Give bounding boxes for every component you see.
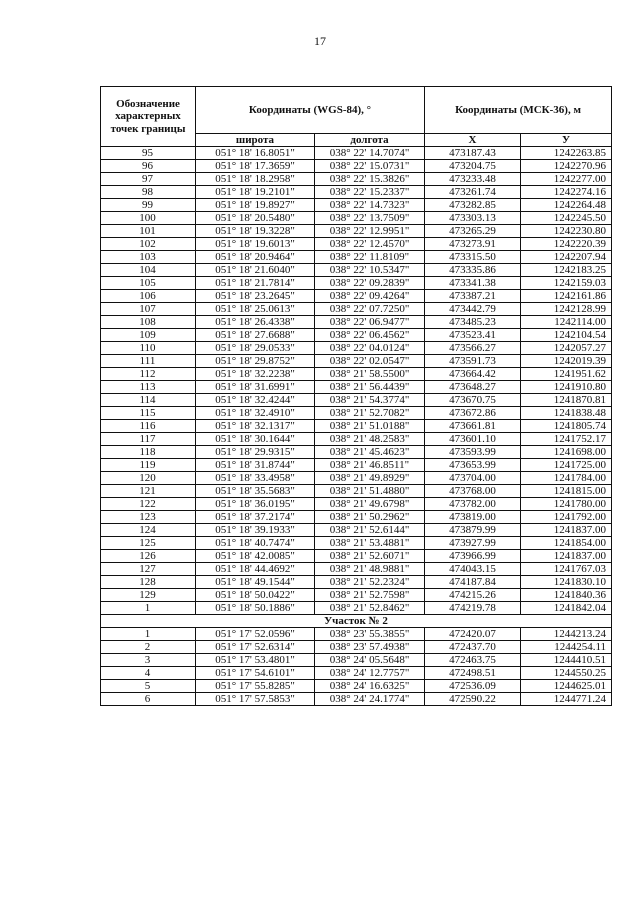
cell-point: 129 — [101, 589, 196, 602]
cell-point: 108 — [101, 316, 196, 329]
cell-y: 1241854.00 — [521, 537, 612, 550]
cell-x: 472463.75 — [425, 654, 521, 667]
cell-x: 473303.13 — [425, 212, 521, 225]
table-row — [101, 680, 612, 693]
cell-longitude: 038° 22' 10.5347" — [315, 264, 425, 277]
cell-x: 473670.75 — [425, 394, 521, 407]
header-longitude: долгота — [315, 134, 425, 147]
cell-y: 1241837.00 — [521, 550, 612, 563]
table-row — [101, 498, 612, 511]
cell-longitude: 038° 24' 05.5648" — [315, 654, 425, 667]
cell-y: 1242159.03 — [521, 277, 612, 290]
cell-x: 473315.50 — [425, 251, 521, 264]
cell-x: 473768.00 — [425, 485, 521, 498]
cell-x: 473593.99 — [425, 446, 521, 459]
cell-y: 1241840.36 — [521, 589, 612, 602]
table-row — [101, 589, 612, 602]
cell-latitude: 051° 18' 20.9464" — [196, 251, 315, 264]
cell-x: 473273.91 — [425, 238, 521, 251]
table-row — [101, 342, 612, 355]
cell-point: 4 — [101, 667, 196, 680]
cell-x: 473335.86 — [425, 264, 521, 277]
cell-latitude: 051° 17' 53.4801" — [196, 654, 315, 667]
cell-y: 1242057.27 — [521, 342, 612, 355]
cell-point: 119 — [101, 459, 196, 472]
cell-x: 473485.23 — [425, 316, 521, 329]
cell-point: 115 — [101, 407, 196, 420]
cell-y: 1241830.10 — [521, 576, 612, 589]
cell-y: 1244254.11 — [521, 641, 612, 654]
cell-y: 1241842.04 — [521, 602, 612, 615]
cell-latitude: 051° 18' 35.5683" — [196, 485, 315, 498]
cell-point: 124 — [101, 524, 196, 537]
cell-point: 97 — [101, 173, 196, 186]
cell-longitude: 038° 21' 49.8929" — [315, 472, 425, 485]
cell-y: 1241838.48 — [521, 407, 612, 420]
cell-longitude: 038° 22' 15.2337" — [315, 186, 425, 199]
cell-y: 1244410.51 — [521, 654, 612, 667]
cell-point: 122 — [101, 498, 196, 511]
cell-longitude: 038° 23' 55.3855" — [315, 628, 425, 641]
table-row — [101, 225, 612, 238]
cell-longitude: 038° 21' 53.4881" — [315, 537, 425, 550]
cell-x: 472420.07 — [425, 628, 521, 641]
section-title: Участок № 2 — [101, 615, 612, 628]
cell-x: 473233.48 — [425, 173, 521, 186]
cell-point: 107 — [101, 303, 196, 316]
cell-point: 117 — [101, 433, 196, 446]
table-row — [101, 368, 612, 381]
table-row — [101, 147, 612, 160]
cell-point: 105 — [101, 277, 196, 290]
table-row — [101, 316, 612, 329]
cell-y: 1242207.94 — [521, 251, 612, 264]
cell-latitude: 051° 18' 16.8051" — [196, 147, 315, 160]
table-row — [101, 264, 612, 277]
cell-latitude: 051° 18' 36.0195" — [196, 498, 315, 511]
cell-point: 121 — [101, 485, 196, 498]
cell-longitude: 038° 22' 04.0124" — [315, 342, 425, 355]
cell-x: 473282.85 — [425, 199, 521, 212]
cell-x: 473879.99 — [425, 524, 521, 537]
cell-x: 474215.26 — [425, 589, 521, 602]
cell-point: 126 — [101, 550, 196, 563]
table-row — [101, 212, 612, 225]
header-y: У — [521, 134, 612, 147]
table-row — [101, 251, 612, 264]
cell-point: 99 — [101, 199, 196, 212]
cell-x: 473664.42 — [425, 368, 521, 381]
cell-x: 472498.51 — [425, 667, 521, 680]
cell-x: 474219.78 — [425, 602, 521, 615]
cell-y: 1241815.00 — [521, 485, 612, 498]
cell-longitude: 038° 22' 09.2839" — [315, 277, 425, 290]
table-row — [101, 459, 612, 472]
cell-y: 1241752.17 — [521, 433, 612, 446]
cell-x: 473442.79 — [425, 303, 521, 316]
cell-point: 95 — [101, 147, 196, 160]
cell-longitude: 038° 21' 54.3774" — [315, 394, 425, 407]
cell-y: 1244213.24 — [521, 628, 612, 641]
table-row — [101, 602, 612, 615]
cell-longitude: 038° 22' 06.9477" — [315, 316, 425, 329]
cell-x: 473661.81 — [425, 420, 521, 433]
table-row — [101, 173, 612, 186]
cell-point: 103 — [101, 251, 196, 264]
cell-latitude: 051° 18' 26.4338" — [196, 316, 315, 329]
table-row — [101, 238, 612, 251]
cell-longitude: 038° 21' 48.9881" — [315, 563, 425, 576]
cell-y: 1242114.00 — [521, 316, 612, 329]
table-row — [101, 667, 612, 680]
cell-latitude: 051° 18' 40.7474" — [196, 537, 315, 550]
table-row — [101, 563, 612, 576]
table-row — [101, 394, 612, 407]
cell-x: 473523.41 — [425, 329, 521, 342]
table-row — [101, 537, 612, 550]
cell-point: 1 — [101, 602, 196, 615]
table-row — [101, 355, 612, 368]
cell-latitude: 051° 17' 57.5853" — [196, 693, 315, 706]
cell-x: 474187.84 — [425, 576, 521, 589]
cell-y: 1241837.00 — [521, 524, 612, 537]
cell-latitude: 051° 18' 33.4958" — [196, 472, 315, 485]
cell-y: 1241792.00 — [521, 511, 612, 524]
table-row — [101, 277, 612, 290]
cell-longitude: 038° 22' 02.0547" — [315, 355, 425, 368]
cell-x: 472536.09 — [425, 680, 521, 693]
cell-y: 1241870.81 — [521, 394, 612, 407]
cell-latitude: 051° 18' 19.6013" — [196, 238, 315, 251]
table-row — [101, 407, 612, 420]
table-row — [101, 550, 612, 563]
cell-y: 1242245.50 — [521, 212, 612, 225]
header-point-designation: Обозначение характерных точек границы — [101, 87, 196, 147]
section-row — [101, 615, 612, 628]
table-row — [101, 641, 612, 654]
cell-y: 1241910.80 — [521, 381, 612, 394]
cell-longitude: 038° 21' 58.5500" — [315, 368, 425, 381]
cell-point: 5 — [101, 680, 196, 693]
cell-x: 473187.43 — [425, 147, 521, 160]
table-row — [101, 160, 612, 173]
cell-point: 112 — [101, 368, 196, 381]
cell-point: 114 — [101, 394, 196, 407]
cell-longitude: 038° 21' 56.4439" — [315, 381, 425, 394]
cell-latitude: 051° 18' 50.1886" — [196, 602, 315, 615]
cell-y: 1241780.00 — [521, 498, 612, 511]
cell-longitude: 038° 21' 45.4623" — [315, 446, 425, 459]
cell-latitude: 051° 18' 42.0085" — [196, 550, 315, 563]
cell-x: 473782.00 — [425, 498, 521, 511]
cell-latitude: 051° 18' 37.2174" — [196, 511, 315, 524]
cell-x: 473966.99 — [425, 550, 521, 563]
cell-latitude: 051° 18' 23.2645" — [196, 290, 315, 303]
cell-latitude: 051° 18' 17.3659" — [196, 160, 315, 173]
cell-y: 1242128.99 — [521, 303, 612, 316]
cell-longitude: 038° 22' 12.4570" — [315, 238, 425, 251]
cell-x: 473648.27 — [425, 381, 521, 394]
cell-x: 473927.99 — [425, 537, 521, 550]
cell-point: 101 — [101, 225, 196, 238]
table-row — [101, 693, 612, 706]
cell-y: 1244550.25 — [521, 667, 612, 680]
cell-point: 110 — [101, 342, 196, 355]
header-latitude: широта — [196, 134, 315, 147]
cell-point: 6 — [101, 693, 196, 706]
table-row — [101, 654, 612, 667]
cell-longitude: 038° 22' 14.7323" — [315, 199, 425, 212]
cell-point: 125 — [101, 537, 196, 550]
cell-y: 1242274.16 — [521, 186, 612, 199]
cell-latitude: 051° 18' 18.2958" — [196, 173, 315, 186]
cell-latitude: 051° 18' 32.1317" — [196, 420, 315, 433]
table-row — [101, 381, 612, 394]
cell-longitude: 038° 22' 07.7250" — [315, 303, 425, 316]
header-wgs84: Координаты (WGS-84), ° — [196, 87, 425, 134]
cell-x: 473204.75 — [425, 160, 521, 173]
cell-longitude: 038° 22' 12.9951" — [315, 225, 425, 238]
cell-y: 1242270.96 — [521, 160, 612, 173]
cell-latitude: 051° 18' 29.9315" — [196, 446, 315, 459]
cell-longitude: 038° 22' 15.0731" — [315, 160, 425, 173]
cell-latitude: 051° 18' 31.6991" — [196, 381, 315, 394]
cell-latitude: 051° 18' 39.1933" — [196, 524, 315, 537]
cell-longitude: 038° 22' 06.4562" — [315, 329, 425, 342]
table-row — [101, 628, 612, 641]
table-row — [101, 420, 612, 433]
cell-longitude: 038° 21' 52.7082" — [315, 407, 425, 420]
cell-latitude: 051° 18' 30.1644" — [196, 433, 315, 446]
cell-longitude: 038° 22' 14.7074" — [315, 147, 425, 160]
cell-x: 473566.27 — [425, 342, 521, 355]
cell-point: 111 — [101, 355, 196, 368]
cell-longitude: 038° 21' 52.6071" — [315, 550, 425, 563]
cell-point: 96 — [101, 160, 196, 173]
cell-point: 120 — [101, 472, 196, 485]
cell-x: 473261.74 — [425, 186, 521, 199]
cell-point: 116 — [101, 420, 196, 433]
cell-y: 1242264.48 — [521, 199, 612, 212]
cell-longitude: 038° 21' 51.4880" — [315, 485, 425, 498]
table-row — [101, 303, 612, 316]
cell-longitude: 038° 22' 15.3826" — [315, 173, 425, 186]
cell-y: 1242277.00 — [521, 173, 612, 186]
cell-latitude: 051° 17' 55.8285" — [196, 680, 315, 693]
cell-point: 100 — [101, 212, 196, 225]
cell-latitude: 051° 18' 20.5480" — [196, 212, 315, 225]
cell-point: 102 — [101, 238, 196, 251]
cell-longitude: 038° 21' 48.2583" — [315, 433, 425, 446]
cell-longitude: 038° 23' 57.4938" — [315, 641, 425, 654]
table-row — [101, 511, 612, 524]
cell-point: 98 — [101, 186, 196, 199]
cell-latitude: 051° 18' 32.2238" — [196, 368, 315, 381]
cell-y: 1242263.85 — [521, 147, 612, 160]
cell-x: 473341.38 — [425, 277, 521, 290]
cell-x: 473601.10 — [425, 433, 521, 446]
cell-latitude: 051° 18' 27.6688" — [196, 329, 315, 342]
cell-latitude: 051° 17' 54.6101" — [196, 667, 315, 680]
cell-y: 1244771.24 — [521, 693, 612, 706]
header-msk36: Координаты (МСК-36), м — [425, 87, 612, 134]
cell-x: 473672.86 — [425, 407, 521, 420]
cell-x: 473265.29 — [425, 225, 521, 238]
cell-x: 473704.00 — [425, 472, 521, 485]
cell-latitude: 051° 18' 19.3228" — [196, 225, 315, 238]
table-row — [101, 186, 612, 199]
cell-latitude: 051° 18' 19.8927" — [196, 199, 315, 212]
cell-longitude: 038° 21' 49.6798" — [315, 498, 425, 511]
cell-latitude: 051° 18' 21.7814" — [196, 277, 315, 290]
cell-longitude: 038° 21' 52.8462" — [315, 602, 425, 615]
cell-latitude: 051° 18' 25.0613" — [196, 303, 315, 316]
cell-x: 473387.21 — [425, 290, 521, 303]
cell-longitude: 038° 21' 52.7598" — [315, 589, 425, 602]
cell-longitude: 038° 24' 24.1774" — [315, 693, 425, 706]
cell-point: 118 — [101, 446, 196, 459]
cell-latitude: 051° 18' 29.0533" — [196, 342, 315, 355]
table-row — [101, 576, 612, 589]
cell-longitude: 038° 21' 50.2962" — [315, 511, 425, 524]
cell-longitude: 038° 22' 13.7509" — [315, 212, 425, 225]
cell-point: 106 — [101, 290, 196, 303]
cell-latitude: 051° 17' 52.6314" — [196, 641, 315, 654]
page-number: 17 — [314, 34, 326, 48]
cell-y: 1242019.39 — [521, 355, 612, 368]
table-body-part-2 — [101, 628, 612, 706]
table-row — [101, 446, 612, 459]
cell-latitude: 051° 18' 50.0422" — [196, 589, 315, 602]
cell-y: 1241805.74 — [521, 420, 612, 433]
cell-x: 472437.70 — [425, 641, 521, 654]
cell-x: 473591.73 — [425, 355, 521, 368]
cell-y: 1241725.00 — [521, 459, 612, 472]
table-row — [101, 199, 612, 212]
cell-point: 109 — [101, 329, 196, 342]
table-body-part-1 — [101, 147, 612, 615]
cell-longitude: 038° 24' 12.7757" — [315, 667, 425, 680]
cell-x: 473653.99 — [425, 459, 521, 472]
cell-y: 1242183.25 — [521, 264, 612, 277]
cell-latitude: 051° 18' 31.8744" — [196, 459, 315, 472]
cell-point: 3 — [101, 654, 196, 667]
cell-longitude: 038° 21' 51.0188" — [315, 420, 425, 433]
cell-latitude: 051° 18' 29.8752" — [196, 355, 315, 368]
cell-point: 2 — [101, 641, 196, 654]
cell-longitude: 038° 21' 52.6144" — [315, 524, 425, 537]
cell-longitude: 038° 22' 09.4264" — [315, 290, 425, 303]
table-row — [101, 485, 612, 498]
cell-point: 1 — [101, 628, 196, 641]
cell-latitude: 051° 18' 19.2101" — [196, 186, 315, 199]
cell-longitude: 038° 21' 52.2324" — [315, 576, 425, 589]
cell-y: 1241767.03 — [521, 563, 612, 576]
cell-y: 1241951.62 — [521, 368, 612, 381]
cell-latitude: 051° 18' 49.1544" — [196, 576, 315, 589]
table-row — [101, 472, 612, 485]
cell-latitude: 051° 18' 44.4692" — [196, 563, 315, 576]
cell-point: 127 — [101, 563, 196, 576]
cell-point: 104 — [101, 264, 196, 277]
cell-latitude: 051° 18' 32.4910" — [196, 407, 315, 420]
table-row — [101, 290, 612, 303]
cell-longitude: 038° 24' 16.6325" — [315, 680, 425, 693]
coordinates-table — [100, 86, 612, 706]
cell-latitude: 051° 18' 21.6040" — [196, 264, 315, 277]
header-x: X — [425, 134, 521, 147]
cell-y: 1241698.00 — [521, 446, 612, 459]
table-row — [101, 329, 612, 342]
table-row — [101, 524, 612, 537]
section-2 — [101, 615, 612, 628]
cell-x: 472590.22 — [425, 693, 521, 706]
cell-longitude: 038° 21' 46.8511" — [315, 459, 425, 472]
cell-x: 473819.00 — [425, 511, 521, 524]
cell-y: 1242104.54 — [521, 329, 612, 342]
cell-latitude: 051° 17' 52.0596" — [196, 628, 315, 641]
cell-y: 1242220.39 — [521, 238, 612, 251]
cell-latitude: 051° 18' 32.4244" — [196, 394, 315, 407]
cell-longitude: 038° 22' 11.8109" — [315, 251, 425, 264]
cell-point: 128 — [101, 576, 196, 589]
cell-y: 1242230.80 — [521, 225, 612, 238]
cell-point: 123 — [101, 511, 196, 524]
cell-point: 113 — [101, 381, 196, 394]
table-row — [101, 433, 612, 446]
table-header — [101, 87, 612, 147]
cell-y: 1241784.00 — [521, 472, 612, 485]
cell-x: 474043.15 — [425, 563, 521, 576]
cell-y: 1244625.01 — [521, 680, 612, 693]
cell-y: 1242161.86 — [521, 290, 612, 303]
